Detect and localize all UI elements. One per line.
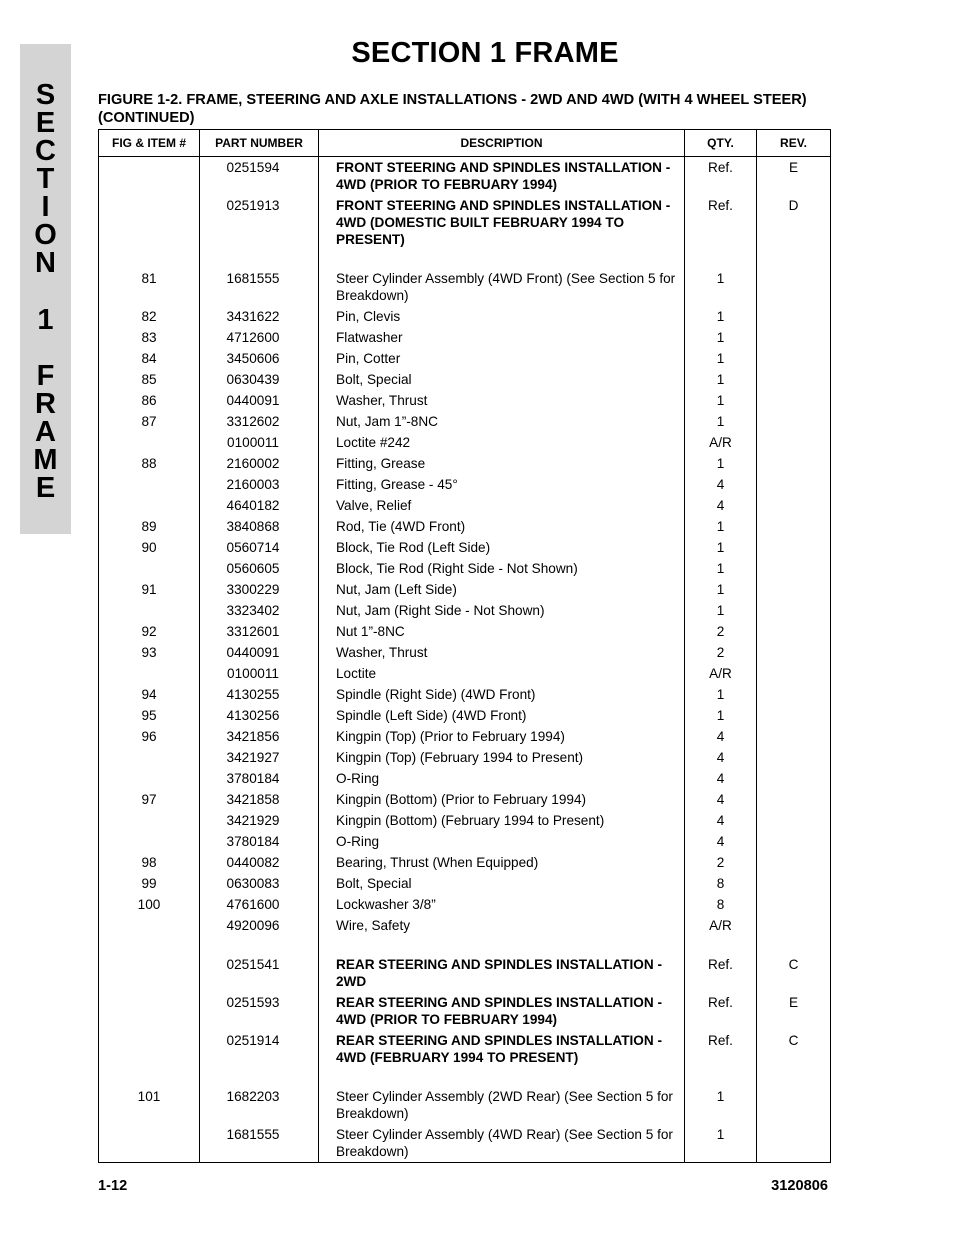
filler-cell — [99, 1162, 200, 1163]
fig-item-cell — [99, 1030, 200, 1068]
description-cell: Pin, Cotter — [319, 348, 685, 369]
qty-cell: A/R — [685, 663, 757, 684]
part-number-cell: 0251593 — [200, 992, 319, 1030]
side-tab-letter: A — [35, 416, 56, 448]
rev-cell — [757, 684, 831, 705]
qty-cell: Ref. — [685, 157, 757, 196]
description-cell: Loctite #242 — [319, 432, 685, 453]
part-number-cell: 0100011 — [200, 432, 319, 453]
rev-cell — [757, 558, 831, 579]
table-row — [99, 747, 831, 768]
description-cell: Bolt, Special — [319, 369, 685, 390]
qty-cell: 1 — [685, 579, 757, 600]
rev-cell — [757, 537, 831, 558]
qty-cell: 1 — [685, 705, 757, 726]
rev-cell: C — [757, 1030, 831, 1068]
part-number-cell: 3312601 — [200, 621, 319, 642]
fig-item-cell: 90 — [99, 537, 200, 558]
part-number-cell: 2160003 — [200, 474, 319, 495]
part-number-cell: 3312602 — [200, 411, 319, 432]
table-row — [99, 894, 831, 915]
part-number-cell: 4761600 — [200, 894, 319, 915]
fig-item-cell: 92 — [99, 621, 200, 642]
table-row — [99, 1124, 831, 1162]
column-header-fig: FIG & ITEM # — [99, 130, 200, 157]
rev-cell — [757, 327, 831, 348]
side-tab-letter: M — [33, 444, 58, 476]
rev-cell: E — [757, 992, 831, 1030]
side-tab-letter: N — [35, 247, 56, 279]
filler-cell — [200, 1162, 319, 1163]
fig-item-cell — [99, 810, 200, 831]
spacer-cell — [685, 936, 757, 954]
side-tab-letter: S — [35, 79, 56, 111]
fig-item-cell: 96 — [99, 726, 200, 747]
part-number-cell: 2160002 — [200, 453, 319, 474]
description-cell: Pin, Clevis — [319, 306, 685, 327]
fig-item-cell — [99, 663, 200, 684]
qty-cell: 4 — [685, 810, 757, 831]
fig-item-cell: 82 — [99, 306, 200, 327]
fig-item-cell: 86 — [99, 390, 200, 411]
side-tab-letter: O — [34, 219, 57, 251]
qty-cell: 4 — [685, 474, 757, 495]
part-number-cell: 0560714 — [200, 537, 319, 558]
table-row — [99, 915, 831, 936]
description-cell: Block, Tie Rod (Left Side) — [319, 537, 685, 558]
part-number-cell: 4130255 — [200, 684, 319, 705]
spacer-cell — [319, 250, 685, 268]
table-body — [99, 157, 831, 1163]
part-number-cell: 0630083 — [200, 873, 319, 894]
side-tab-letter: R — [35, 388, 56, 420]
table-row — [99, 600, 831, 621]
qty-cell: Ref. — [685, 954, 757, 992]
table-row — [99, 663, 831, 684]
qty-cell: 1 — [685, 537, 757, 558]
fig-item-cell: 100 — [99, 894, 200, 915]
table-row — [99, 684, 831, 705]
table-row — [99, 195, 831, 250]
fig-item-cell: 83 — [99, 327, 200, 348]
part-number-cell: 4640182 — [200, 495, 319, 516]
fig-item-cell — [99, 495, 200, 516]
qty-cell: 2 — [685, 642, 757, 663]
side-tab-letter: C — [35, 135, 56, 167]
fig-item-cell: 81 — [99, 268, 200, 306]
part-number-cell: 0630439 — [200, 369, 319, 390]
qty-cell: 2 — [685, 852, 757, 873]
part-number-cell: 3323402 — [200, 600, 319, 621]
rev-cell — [757, 579, 831, 600]
qty-cell: 8 — [685, 873, 757, 894]
description-cell: FRONT STEERING AND SPINDLES INSTALLATION - 4WD (DOMESTIC BUILT FEBRUARY 1994 TO PRESENT) — [319, 195, 685, 250]
spacer-cell — [757, 250, 831, 268]
rev-cell — [757, 789, 831, 810]
qty-cell: 4 — [685, 831, 757, 852]
rev-cell — [757, 600, 831, 621]
qty-cell: 1 — [685, 1124, 757, 1162]
part-number-cell: 0100011 — [200, 663, 319, 684]
rev-cell — [757, 348, 831, 369]
rev-cell — [757, 621, 831, 642]
fig-item-cell: 87 — [99, 411, 200, 432]
side-tab-letter: I — [41, 191, 50, 223]
qty-cell: 2 — [685, 621, 757, 642]
spacer-cell — [319, 1068, 685, 1086]
table-filler-row — [99, 1162, 831, 1163]
rev-cell — [757, 306, 831, 327]
fig-item-cell — [99, 915, 200, 936]
part-number-cell: 4920096 — [200, 915, 319, 936]
description-cell: Kingpin (Top) (Prior to February 1994) — [319, 726, 685, 747]
figure-title: FIGURE 1-2. FRAME, STEERING AND AXLE INSTALLATIONS - 2WD AND 4WD (WITH 4 WHEEL STEER) (CONTINUED) — [98, 92, 807, 126]
column-header-rev: REV. — [757, 130, 831, 157]
description-cell: Flatwasher — [319, 327, 685, 348]
part-number-cell: 1681555 — [200, 1124, 319, 1162]
fig-item-cell: 98 — [99, 852, 200, 873]
qty-cell: 8 — [685, 894, 757, 915]
part-number-cell: 3300229 — [200, 579, 319, 600]
filler-cell — [757, 1162, 831, 1163]
description-cell: Bolt, Special — [319, 873, 685, 894]
table-row — [99, 474, 831, 495]
rev-cell: E — [757, 157, 831, 196]
table-row — [99, 1086, 831, 1124]
qty-cell: 4 — [685, 747, 757, 768]
qty-cell: 1 — [685, 684, 757, 705]
side-tab-letter: F — [36, 360, 55, 392]
rev-cell — [757, 453, 831, 474]
table-row — [99, 1030, 831, 1068]
spacer-cell — [99, 936, 200, 954]
part-number-cell: 3431622 — [200, 306, 319, 327]
filler-cell — [685, 1162, 757, 1163]
rev-cell: C — [757, 954, 831, 992]
description-cell: Loctite — [319, 663, 685, 684]
rev-cell — [757, 495, 831, 516]
rev-cell — [757, 810, 831, 831]
description-cell: Steer Cylinder Assembly (4WD Rear) (See Section 5 for Breakdown) — [319, 1124, 685, 1162]
rev-cell — [757, 369, 831, 390]
qty-cell: 4 — [685, 495, 757, 516]
fig-item-cell — [99, 992, 200, 1030]
description-cell: Wire, Safety — [319, 915, 685, 936]
rev-cell — [757, 411, 831, 432]
table-row — [99, 621, 831, 642]
table-row — [99, 327, 831, 348]
fig-item-cell: 85 — [99, 369, 200, 390]
description-cell: Washer, Thrust — [319, 642, 685, 663]
qty-cell: 1 — [685, 516, 757, 537]
fig-item-cell — [99, 474, 200, 495]
qty-cell: A/R — [685, 915, 757, 936]
part-number-cell: 1681555 — [200, 268, 319, 306]
part-number-cell: 3421927 — [200, 747, 319, 768]
rev-cell — [757, 705, 831, 726]
spacer-cell — [99, 1068, 200, 1086]
rev-cell — [757, 915, 831, 936]
fig-item-cell — [99, 600, 200, 621]
table-row — [99, 348, 831, 369]
part-number-cell: 0440091 — [200, 390, 319, 411]
table-row — [99, 306, 831, 327]
qty-cell: Ref. — [685, 195, 757, 250]
table-row — [99, 411, 831, 432]
rev-cell — [757, 1086, 831, 1124]
description-cell: FRONT STEERING AND SPINDLES INSTALLATION - 4WD (PRIOR TO FEBRUARY 1994) — [319, 157, 685, 196]
table-spacer-row — [99, 250, 831, 268]
rev-cell — [757, 747, 831, 768]
description-cell: Block, Tie Rod (Right Side - Not Shown) — [319, 558, 685, 579]
description-cell: Valve, Relief — [319, 495, 685, 516]
table-row — [99, 954, 831, 992]
fig-item-cell — [99, 747, 200, 768]
part-number-cell: 3421858 — [200, 789, 319, 810]
rev-cell — [757, 873, 831, 894]
part-number-cell: 0440091 — [200, 642, 319, 663]
filler-cell — [319, 1162, 685, 1163]
rev-cell: D — [757, 195, 831, 250]
table-row — [99, 390, 831, 411]
description-cell: Nut, Jam (Left Side) — [319, 579, 685, 600]
rev-cell — [757, 726, 831, 747]
rev-cell — [757, 1124, 831, 1162]
part-number-cell: 4712600 — [200, 327, 319, 348]
spacer-cell — [685, 1068, 757, 1086]
rev-cell — [757, 390, 831, 411]
side-tab-letter: E — [35, 107, 56, 139]
side-tab-letter: E — [35, 472, 56, 504]
rev-cell — [757, 852, 831, 873]
fig-item-cell: 101 — [99, 1086, 200, 1124]
spacer-cell — [200, 936, 319, 954]
part-number-cell: 1682203 — [200, 1086, 319, 1124]
rev-cell — [757, 663, 831, 684]
description-cell: Steer Cylinder Assembly (4WD Front) (See Section 5 for Breakdown) — [319, 268, 685, 306]
qty-cell: 1 — [685, 348, 757, 369]
description-cell: Nut 1”-8NC — [319, 621, 685, 642]
fig-item-cell: 93 — [99, 642, 200, 663]
fig-item-cell: 88 — [99, 453, 200, 474]
side-tab-letter: T — [36, 163, 55, 195]
rev-cell — [757, 516, 831, 537]
part-number-cell: 3780184 — [200, 768, 319, 789]
qty-cell: 1 — [685, 390, 757, 411]
description-cell: Nut, Jam (Right Side - Not Shown) — [319, 600, 685, 621]
column-header-part-number: PART NUMBER — [200, 130, 319, 157]
qty-cell: 1 — [685, 558, 757, 579]
part-number-cell: 3780184 — [200, 831, 319, 852]
table-row — [99, 432, 831, 453]
part-number-cell: 3450606 — [200, 348, 319, 369]
table-row — [99, 579, 831, 600]
fig-item-cell — [99, 558, 200, 579]
rev-cell — [757, 474, 831, 495]
spacer-cell — [757, 936, 831, 954]
rev-cell — [757, 768, 831, 789]
rev-cell — [757, 831, 831, 852]
part-number-cell: 3840868 — [200, 516, 319, 537]
qty-cell: 4 — [685, 726, 757, 747]
fig-item-cell: 89 — [99, 516, 200, 537]
table-row — [99, 726, 831, 747]
page-title: SECTION 1 FRAME — [351, 37, 619, 69]
spacer-cell — [200, 1068, 319, 1086]
description-cell: Spindle (Right Side) (4WD Front) — [319, 684, 685, 705]
qty-cell: Ref. — [685, 1030, 757, 1068]
qty-cell: 4 — [685, 768, 757, 789]
page-number: 1-12 — [98, 1178, 128, 1194]
table-row — [99, 558, 831, 579]
description-cell: Steer Cylinder Assembly (2WD Rear) (See Section 5 for Breakdown) — [319, 1086, 685, 1124]
part-number-cell: 0560605 — [200, 558, 319, 579]
fig-item-cell — [99, 831, 200, 852]
description-cell: Fitting, Grease - 45° — [319, 474, 685, 495]
qty-cell: 1 — [685, 369, 757, 390]
table-header-row — [99, 130, 831, 157]
side-tab-letter: 1 — [37, 304, 54, 336]
fig-item-cell: 91 — [99, 579, 200, 600]
description-cell: Nut, Jam 1”-8NC — [319, 411, 685, 432]
qty-cell: Ref. — [685, 992, 757, 1030]
qty-cell: 1 — [685, 306, 757, 327]
description-cell: Washer, Thrust — [319, 390, 685, 411]
part-number-cell: 4130256 — [200, 705, 319, 726]
table-row — [99, 453, 831, 474]
spacer-cell — [757, 1068, 831, 1086]
description-cell: O-Ring — [319, 831, 685, 852]
description-cell: REAR STEERING AND SPINDLES INSTALLATION - 4WD (PRIOR TO FEBRUARY 1994) — [319, 992, 685, 1030]
table-row — [99, 789, 831, 810]
description-cell: Kingpin (Top) (February 1994 to Present) — [319, 747, 685, 768]
rev-cell — [757, 432, 831, 453]
parts-table — [98, 129, 831, 1163]
qty-cell: 1 — [685, 453, 757, 474]
table-row — [99, 495, 831, 516]
fig-item-cell — [99, 195, 200, 250]
part-number-cell: 3421856 — [200, 726, 319, 747]
qty-cell: A/R — [685, 432, 757, 453]
rev-cell — [757, 268, 831, 306]
description-cell: Kingpin (Bottom) (Prior to February 1994) — [319, 789, 685, 810]
table-row — [99, 873, 831, 894]
table-row — [99, 992, 831, 1030]
table-spacer-row — [99, 1068, 831, 1086]
table-row — [99, 642, 831, 663]
section-side-tab — [20, 44, 71, 534]
part-number-cell: 3421929 — [200, 810, 319, 831]
description-cell: Lockwasher 3/8” — [319, 894, 685, 915]
table-row — [99, 157, 831, 196]
qty-cell: 1 — [685, 411, 757, 432]
description-cell: Kingpin (Bottom) (February 1994 to Present) — [319, 810, 685, 831]
fig-item-cell: 84 — [99, 348, 200, 369]
fig-item-cell: 94 — [99, 684, 200, 705]
qty-cell: 1 — [685, 1086, 757, 1124]
spacer-cell — [99, 250, 200, 268]
fig-item-cell: 97 — [99, 789, 200, 810]
part-number-cell: 0251594 — [200, 157, 319, 196]
description-cell: Spindle (Left Side) (4WD Front) — [319, 705, 685, 726]
table-row — [99, 537, 831, 558]
part-number-cell: 0251914 — [200, 1030, 319, 1068]
fig-item-cell: 99 — [99, 873, 200, 894]
column-header-description: DESCRIPTION — [319, 130, 685, 157]
qty-cell: 1 — [685, 327, 757, 348]
description-cell: Fitting, Grease — [319, 453, 685, 474]
part-number-cell: 0251913 — [200, 195, 319, 250]
rev-cell — [757, 894, 831, 915]
qty-cell: 4 — [685, 789, 757, 810]
fig-item-cell — [99, 157, 200, 196]
spacer-cell — [319, 936, 685, 954]
rev-cell — [757, 642, 831, 663]
table-row — [99, 516, 831, 537]
fig-item-cell — [99, 1124, 200, 1162]
part-number-cell: 0440082 — [200, 852, 319, 873]
description-cell: Bearing, Thrust (When Equipped) — [319, 852, 685, 873]
description-cell: REAR STEERING AND SPINDLES INSTALLATION - 2WD — [319, 954, 685, 992]
table-spacer-row — [99, 936, 831, 954]
description-cell: REAR STEERING AND SPINDLES INSTALLATION - 4WD (FEBRUARY 1994 TO PRESENT) — [319, 1030, 685, 1068]
table-row — [99, 810, 831, 831]
spacer-cell — [685, 250, 757, 268]
spacer-cell — [200, 250, 319, 268]
part-number-cell: 0251541 — [200, 954, 319, 992]
table-row — [99, 831, 831, 852]
fig-item-cell — [99, 432, 200, 453]
column-header-qty: QTY. — [685, 130, 757, 157]
description-cell: O-Ring — [319, 768, 685, 789]
table-row — [99, 852, 831, 873]
document-number: 3120806 — [771, 1178, 828, 1194]
table-row — [99, 705, 831, 726]
fig-item-cell — [99, 954, 200, 992]
description-cell: Rod, Tie (4WD Front) — [319, 516, 685, 537]
table-row — [99, 768, 831, 789]
table-row — [99, 268, 831, 306]
qty-cell: 1 — [685, 600, 757, 621]
table-row — [99, 369, 831, 390]
fig-item-cell — [99, 768, 200, 789]
qty-cell: 1 — [685, 268, 757, 306]
fig-item-cell: 95 — [99, 705, 200, 726]
